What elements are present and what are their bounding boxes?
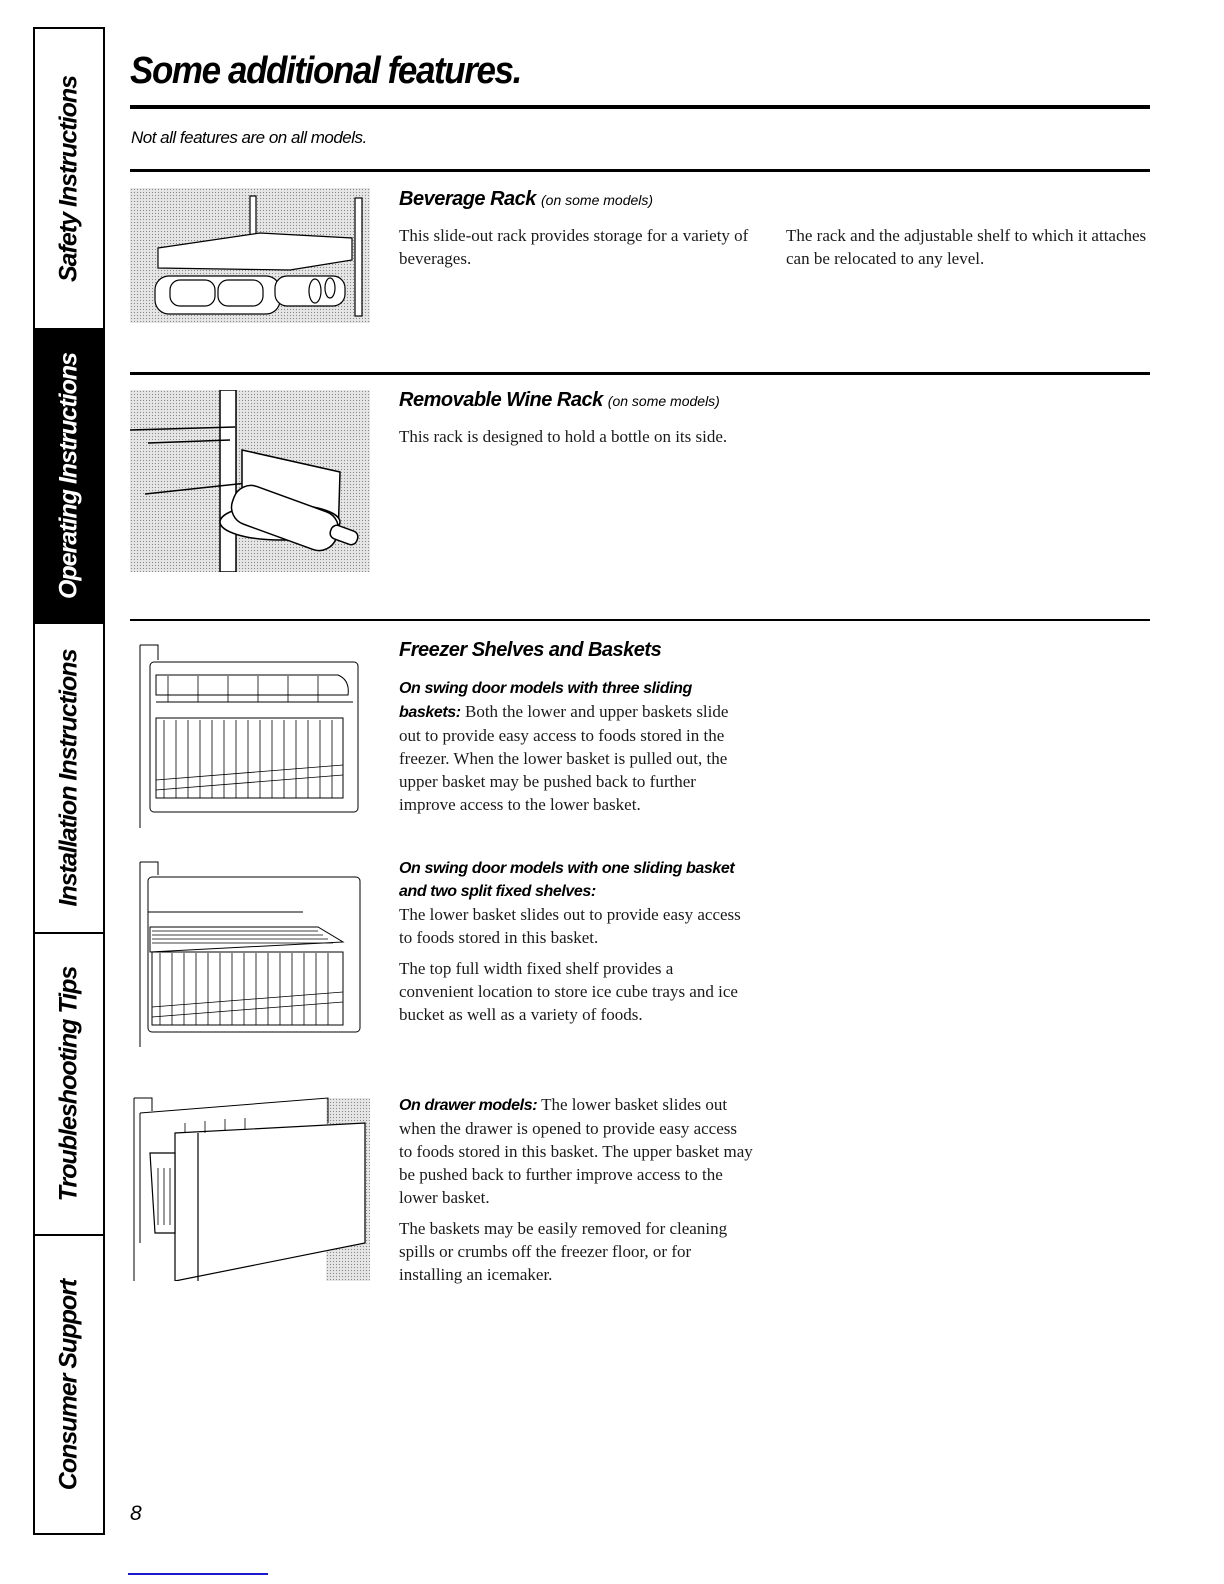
three-basket-text	[399, 676, 751, 816]
tab-safety-instructions[interactable]	[35, 29, 103, 330]
tab-consumer-support[interactable]	[35, 1236, 103, 1533]
drawer-model-body-text: The lower basket slides out when the drawer is opened to provide easy access to foods stored in this basket. The upper basket may be pushed back to further improve access to the lower basket.	[399, 1095, 753, 1207]
tab-installation-instructions[interactable]	[35, 624, 103, 934]
wine-rack-heading	[399, 389, 720, 412]
tab-label: Troubleshooting Tips	[54, 966, 83, 1202]
section-divider	[130, 169, 1150, 172]
drawer-model-text	[399, 1093, 754, 1294]
wine-rack-illustration	[130, 390, 370, 572]
section-tabs	[33, 27, 105, 1535]
one-basket-text	[399, 857, 751, 1034]
tab-label: Installation Instructions	[54, 649, 83, 907]
section-divider	[130, 619, 1150, 621]
beverage-rack-text-col2: The rack and the adjustable shelf to which it attaches can be relocated to any level.	[786, 226, 1147, 268]
three-basket-illustration	[138, 640, 370, 828]
feature-title: Beverage Rack	[399, 188, 536, 210]
beverage-rack-illustration	[130, 188, 370, 323]
three-basket-drawing	[138, 640, 370, 828]
tab-label: Operating Instructions	[54, 352, 83, 600]
one-basket-body: The lower basket slides out to provide easy access to foods stored in this basket.	[399, 905, 741, 947]
section-divider	[130, 372, 1150, 375]
title-rule	[130, 105, 1150, 109]
feature-note: (on some models)	[607, 393, 720, 409]
drawer-model-drawing	[130, 1093, 370, 1281]
wine-rack-text: This rack is designed to hold a bottle on its side.	[399, 427, 728, 446]
feature-note: (on some models)	[541, 192, 654, 208]
beverage-rack-heading	[399, 188, 653, 211]
one-basket-lead: On swing door models with one sliding basket and two split fixed shelves:	[399, 860, 735, 900]
drawer-model-body	[399, 1093, 754, 1209]
tab-label: Consumer Support	[54, 1279, 83, 1490]
page-title: Some additional features.	[130, 50, 521, 92]
freezer-heading: Freezer Shelves and Baskets	[399, 639, 662, 661]
feature-title: Removable Wine Rack	[399, 389, 603, 411]
tab-operating-instructions[interactable]	[35, 330, 103, 624]
wine-rack-drawing	[130, 390, 370, 572]
beverage-rack-drawing	[130, 188, 370, 323]
three-basket-lead: On swing door models with three sliding baskets:	[399, 680, 692, 721]
page-subtitle: Not all features are on all models.	[131, 128, 367, 147]
drawer-model-lead: On drawer models:	[399, 1097, 538, 1114]
page-number: 8	[130, 1502, 142, 1525]
tab-label: Safety Instructions	[54, 75, 83, 282]
one-basket-two-shelves-drawing	[138, 857, 370, 1047]
drawer-model-body-2: The baskets may be easily removed for cleaning spills or crumbs off the freezer floor, or for installing an icemaker.	[399, 1219, 728, 1284]
beverage-rack-text-col1: This slide-out rack provides storage for a variety of beverages.	[399, 226, 749, 268]
tab-troubleshooting-tips[interactable]	[35, 934, 103, 1236]
drawer-model-illustration	[130, 1093, 370, 1281]
three-basket-body: Both the lower and upper baskets slide out to provide easy access to foods stored in the freezer. When the lower basket is pulled out, the upper basket may be pushed back to further improve access to the lower basket.	[399, 702, 729, 814]
one-basket-body-2: The top full width fixed shelf provides a convenient location to store ice cube trays and ice bucket as well as a variety of foods.	[399, 959, 738, 1024]
link-underline[interactable]	[128, 1573, 268, 1575]
one-basket-two-shelves-illustration	[138, 857, 370, 1047]
